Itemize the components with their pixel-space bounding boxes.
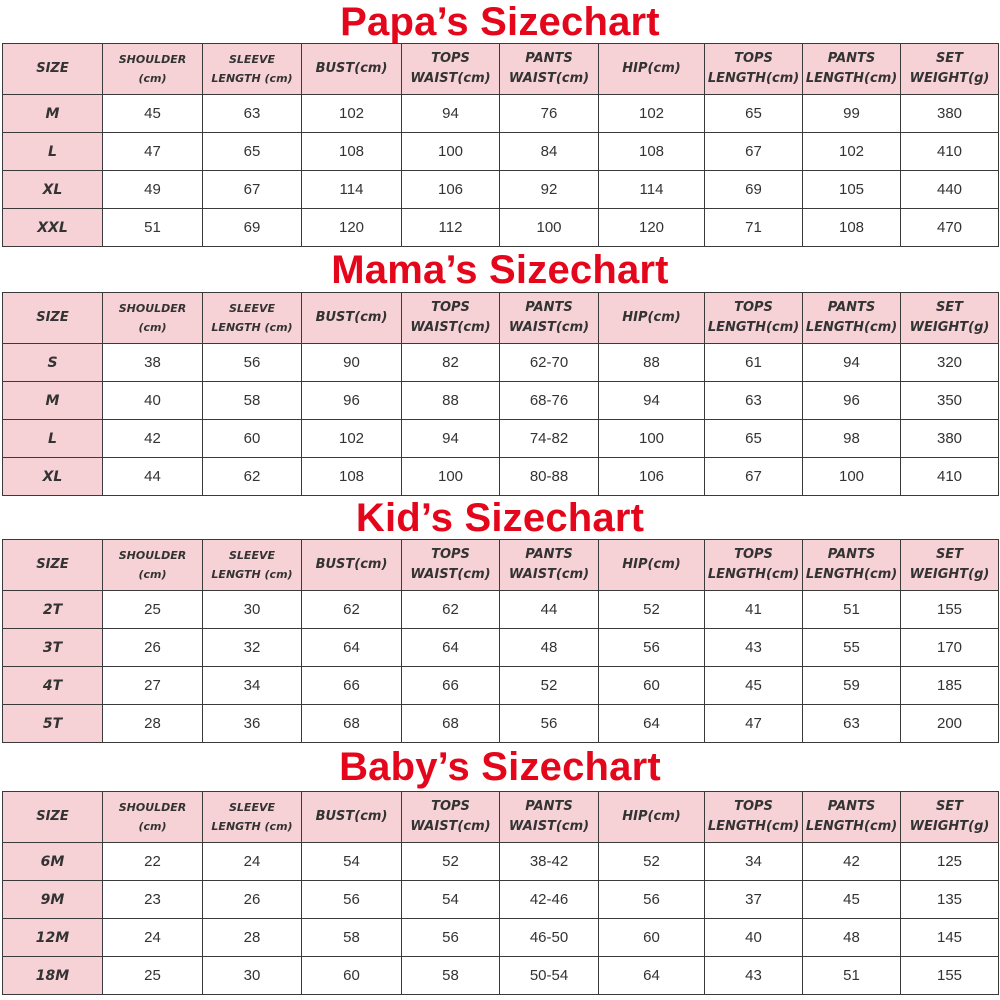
header-label-line2: LENGTH (cm): [211, 321, 293, 334]
header-shoulder: [103, 792, 203, 843]
header-bust: [302, 792, 402, 843]
value-cell-shoulder: 24: [103, 919, 203, 957]
value-cell-shoulder: 44: [103, 458, 203, 496]
header-label-line1: HIP(cm): [622, 310, 681, 325]
header-bust: [302, 293, 402, 344]
table-row: [3, 209, 999, 247]
header-row: [3, 44, 999, 95]
value-cell-set-weight: 380: [901, 95, 999, 133]
table-row: [3, 344, 999, 382]
header-label-line2: WEIGHT(g): [909, 567, 990, 582]
value-cell-pants-length: 100: [803, 458, 901, 496]
header-label-line2: WAIST(cm): [410, 320, 491, 335]
value-cell-pants-length: 99: [803, 95, 901, 133]
value-cell-pants-length: 55: [803, 629, 901, 667]
value-cell-tops-waist: 94: [402, 420, 500, 458]
value-cell-pants-length: 98: [803, 420, 901, 458]
value-cell-set-weight: 135: [901, 881, 999, 919]
value-cell-sleeve-length: 24: [203, 843, 302, 881]
header-sleeve-length: [203, 540, 302, 591]
value-cell-sleeve-length: 62: [203, 458, 302, 496]
header-label-line2: (cm): [138, 321, 167, 334]
value-cell-shoulder: 25: [103, 957, 203, 995]
header-label-line1: TOPS: [734, 51, 773, 66]
value-cell-pants-waist: 76: [500, 95, 599, 133]
value-cell-set-weight: 170: [901, 629, 999, 667]
header-label-line1: SHOULDER: [118, 53, 187, 66]
header-row: [3, 540, 999, 591]
value-cell-pants-length: 63: [803, 705, 901, 743]
value-cell-bust: 102: [302, 95, 402, 133]
kid-sizechart-title: Kid’s Sizechart: [355, 496, 645, 540]
value-cell-pants-waist: 68-76: [500, 382, 599, 420]
value-cell-set-weight: 155: [901, 957, 999, 995]
header-label-line1: TOPS: [431, 547, 470, 562]
header-label-line1: HIP(cm): [622, 61, 681, 76]
value-cell-tops-waist: 66: [402, 667, 500, 705]
header-size: [3, 792, 103, 843]
value-cell-hip: 52: [599, 843, 705, 881]
value-cell-sleeve-length: 60: [203, 420, 302, 458]
header-pants-waist: [500, 540, 599, 591]
value-cell-set-weight: 410: [901, 458, 999, 496]
header-label-line2: LENGTH(cm): [707, 71, 800, 86]
value-cell-tops-length: 71: [705, 209, 803, 247]
value-cell-pants-length: 42: [803, 843, 901, 881]
value-cell-hip: 60: [599, 667, 705, 705]
header-label-line1: PANTS: [827, 547, 876, 562]
value-cell-shoulder: 25: [103, 591, 203, 629]
header-tops-waist: [402, 44, 500, 95]
header-label-line1: TOPS: [734, 300, 773, 315]
value-cell-hip: 52: [599, 591, 705, 629]
header-label-line2: LENGTH (cm): [211, 72, 293, 85]
value-cell-sleeve-length: 65: [203, 133, 302, 171]
value-cell-pants-length: 59: [803, 667, 901, 705]
header-label-line1: SIZE: [36, 557, 69, 572]
header-tops-length: [705, 792, 803, 843]
header-label-line2: LENGTH (cm): [211, 820, 293, 833]
header-label-line1: PANTS: [525, 547, 573, 562]
value-cell-pants-waist: 46-50: [500, 919, 599, 957]
header-hip: [599, 293, 705, 344]
value-cell-hip: 102: [599, 95, 705, 133]
header-label-line1: SHOULDER: [118, 302, 187, 315]
header-label-line1: SET: [935, 547, 964, 562]
value-cell-set-weight: 410: [901, 133, 999, 171]
value-cell-bust: 64: [302, 629, 402, 667]
value-cell-hip: 114: [599, 171, 705, 209]
value-cell-bust: 108: [302, 458, 402, 496]
header-size: [3, 540, 103, 591]
header-set-weight: [901, 44, 999, 95]
value-cell-shoulder: 40: [103, 382, 203, 420]
value-cell-pants-waist: 42-46: [500, 881, 599, 919]
value-cell-tops-length: 65: [705, 95, 803, 133]
value-cell-hip: 108: [599, 133, 705, 171]
value-cell-shoulder: 51: [103, 209, 203, 247]
header-label-line2: WAIST(cm): [508, 320, 590, 335]
value-cell-shoulder: 38: [103, 344, 203, 382]
header-label-line2: WEIGHT(g): [909, 320, 990, 335]
value-cell-hip: 56: [599, 629, 705, 667]
value-cell-set-weight: 200: [901, 705, 999, 743]
header-bust: [302, 44, 402, 95]
value-cell-sleeve-length: 36: [203, 705, 302, 743]
value-cell-tops-length: 37: [705, 881, 803, 919]
table-row: [3, 382, 999, 420]
value-cell-hip: 120: [599, 209, 705, 247]
table-row: [3, 843, 999, 881]
value-cell-bust: 54: [302, 843, 402, 881]
value-cell-tops-waist: 54: [402, 881, 500, 919]
value-cell-bust: 102: [302, 420, 402, 458]
header-label-line2: WEIGHT(g): [909, 71, 990, 86]
value-cell-tops-waist: 56: [402, 919, 500, 957]
header-label-line1: BUST(cm): [315, 310, 388, 325]
header-shoulder: [103, 293, 203, 344]
value-cell-shoulder: 28: [103, 705, 203, 743]
value-cell-set-weight: 155: [901, 591, 999, 629]
value-cell-tops-waist: 88: [402, 382, 500, 420]
header-label-line1: TOPS: [431, 51, 470, 66]
value-cell-pants-length: 48: [803, 919, 901, 957]
value-cell-sleeve-length: 34: [203, 667, 302, 705]
value-cell-set-weight: 145: [901, 919, 999, 957]
size-label-cell: 4T: [3, 667, 103, 705]
header-label-line1: SIZE: [36, 809, 69, 824]
value-cell-bust: 66: [302, 667, 402, 705]
value-cell-bust: 96: [302, 382, 402, 420]
value-cell-sleeve-length: 32: [203, 629, 302, 667]
header-sleeve-length: [203, 293, 302, 344]
header-tops-waist: [402, 792, 500, 843]
value-cell-tops-waist: 82: [402, 344, 500, 382]
value-cell-tops-waist: 106: [402, 171, 500, 209]
value-cell-shoulder: 27: [103, 667, 203, 705]
size-label-cell: 6M: [3, 843, 103, 881]
value-cell-pants-length: 51: [803, 957, 901, 995]
value-cell-tops-waist: 112: [402, 209, 500, 247]
value-cell-tops-waist: 52: [402, 843, 500, 881]
header-label-line1: TOPS: [431, 300, 470, 315]
header-hip: [599, 44, 705, 95]
value-cell-hip: 60: [599, 919, 705, 957]
header-sleeve-length: [203, 44, 302, 95]
value-cell-tops-length: 40: [705, 919, 803, 957]
header-row: [3, 293, 999, 344]
value-cell-bust: 62: [302, 591, 402, 629]
value-cell-hip: 64: [599, 705, 705, 743]
value-cell-tops-waist: 100: [402, 458, 500, 496]
header-tops-length: [705, 44, 803, 95]
header-label-line1: BUST(cm): [315, 61, 388, 76]
value-cell-sleeve-length: 67: [203, 171, 302, 209]
value-cell-pants-waist: 84: [500, 133, 599, 171]
value-cell-tops-waist: 58: [402, 957, 500, 995]
header-label-line2: WEIGHT(g): [909, 819, 990, 834]
header-tops-waist: [402, 540, 500, 591]
value-cell-bust: 60: [302, 957, 402, 995]
header-set-weight: [901, 792, 999, 843]
header-label-line1: TOPS: [431, 799, 470, 814]
header-label-line1: BUST(cm): [315, 557, 388, 572]
value-cell-pants-waist: 100: [500, 209, 599, 247]
value-cell-pants-length: 51: [803, 591, 901, 629]
value-cell-pants-waist: 92: [500, 171, 599, 209]
value-cell-shoulder: 23: [103, 881, 203, 919]
table-row: [3, 705, 999, 743]
header-set-weight: [901, 540, 999, 591]
value-cell-pants-waist: 52: [500, 667, 599, 705]
value-cell-shoulder: 22: [103, 843, 203, 881]
size-label-cell: M: [3, 95, 103, 133]
header-label-line1: PANTS: [827, 51, 876, 66]
header-label-line2: LENGTH(cm): [805, 567, 898, 582]
header-label-line2: WAIST(cm): [508, 567, 590, 582]
mama-sizechart-table: [2, 292, 999, 496]
value-cell-bust: 68: [302, 705, 402, 743]
header-label-line2: (cm): [138, 72, 167, 85]
value-cell-tops-length: 67: [705, 133, 803, 171]
value-cell-sleeve-length: 63: [203, 95, 302, 133]
header-label-line1: SIZE: [36, 310, 69, 325]
kid-sizechart-table: [2, 539, 999, 743]
value-cell-tops-length: 61: [705, 344, 803, 382]
value-cell-bust: 90: [302, 344, 402, 382]
header-tops-length: [705, 540, 803, 591]
header-row: [3, 792, 999, 843]
value-cell-pants-waist: 62-70: [500, 344, 599, 382]
value-cell-tops-length: 45: [705, 667, 803, 705]
value-cell-bust: 114: [302, 171, 402, 209]
value-cell-hip: 64: [599, 957, 705, 995]
papa-sizechart-table: [2, 43, 999, 247]
header-size: [3, 44, 103, 95]
size-label-cell: XL: [3, 171, 103, 209]
size-label-cell: 2T: [3, 591, 103, 629]
value-cell-shoulder: 47: [103, 133, 203, 171]
header-label-line1: SLEEVE: [229, 801, 275, 814]
header-label-line2: LENGTH(cm): [805, 320, 898, 335]
header-hip: [599, 792, 705, 843]
header-label-line1: PANTS: [525, 300, 573, 315]
header-label-line1: BUST(cm): [315, 809, 388, 824]
value-cell-tops-waist: 68: [402, 705, 500, 743]
header-label-line1: PANTS: [827, 799, 876, 814]
value-cell-pants-length: 102: [803, 133, 901, 171]
size-label-cell: L: [3, 420, 103, 458]
size-label-cell: M: [3, 382, 103, 420]
size-label-cell: 3T: [3, 629, 103, 667]
header-label-line1: PANTS: [827, 300, 876, 315]
value-cell-sleeve-length: 58: [203, 382, 302, 420]
value-cell-sleeve-length: 28: [203, 919, 302, 957]
value-cell-sleeve-length: 30: [203, 957, 302, 995]
table-row: [3, 957, 999, 995]
header-label-line1: TOPS: [734, 799, 773, 814]
header-label-line1: SIZE: [36, 61, 69, 76]
header-hip: [599, 540, 705, 591]
mama-sizechart-title: Mama’s Sizechart: [331, 248, 669, 292]
table-row: [3, 629, 999, 667]
value-cell-pants-waist: 80-88: [500, 458, 599, 496]
header-tops-length: [705, 293, 803, 344]
header-label-line2: (cm): [138, 820, 167, 833]
value-cell-bust: 120: [302, 209, 402, 247]
table-row: [3, 591, 999, 629]
header-label-line1: SHOULDER: [118, 549, 187, 562]
value-cell-set-weight: 470: [901, 209, 999, 247]
value-cell-set-weight: 380: [901, 420, 999, 458]
header-label-line1: PANTS: [525, 51, 573, 66]
value-cell-pants-length: 105: [803, 171, 901, 209]
value-cell-set-weight: 125: [901, 843, 999, 881]
size-label-cell: XL: [3, 458, 103, 496]
value-cell-tops-waist: 64: [402, 629, 500, 667]
value-cell-tops-length: 63: [705, 382, 803, 420]
value-cell-pants-waist: 56: [500, 705, 599, 743]
header-label-line2: LENGTH(cm): [707, 320, 800, 335]
header-size: [3, 293, 103, 344]
header-shoulder: [103, 540, 203, 591]
value-cell-set-weight: 320: [901, 344, 999, 382]
value-cell-tops-length: 47: [705, 705, 803, 743]
value-cell-sleeve-length: 26: [203, 881, 302, 919]
value-cell-tops-waist: 94: [402, 95, 500, 133]
header-label-line1: SLEEVE: [229, 53, 275, 66]
value-cell-tops-length: 34: [705, 843, 803, 881]
header-label-line2: LENGTH(cm): [805, 71, 898, 86]
value-cell-set-weight: 185: [901, 667, 999, 705]
table-row: [3, 420, 999, 458]
size-label-cell: 18M: [3, 957, 103, 995]
header-label-line1: HIP(cm): [622, 809, 681, 824]
value-cell-shoulder: 26: [103, 629, 203, 667]
value-cell-pants-waist: 38-42: [500, 843, 599, 881]
header-pants-length: [803, 792, 901, 843]
value-cell-pants-length: 96: [803, 382, 901, 420]
table-row: [3, 133, 999, 171]
header-pants-waist: [500, 293, 599, 344]
value-cell-pants-waist: 74-82: [500, 420, 599, 458]
value-cell-tops-length: 43: [705, 629, 803, 667]
papa-sizechart-title: Papa’s Sizechart: [340, 0, 660, 44]
value-cell-shoulder: 42: [103, 420, 203, 458]
value-cell-bust: 108: [302, 133, 402, 171]
size-label-cell: L: [3, 133, 103, 171]
header-sleeve-length: [203, 792, 302, 843]
value-cell-tops-length: 41: [705, 591, 803, 629]
value-cell-sleeve-length: 69: [203, 209, 302, 247]
header-pants-length: [803, 293, 901, 344]
header-label-line2: WAIST(cm): [410, 71, 491, 86]
table-row: [3, 458, 999, 496]
header-label-line2: WAIST(cm): [410, 819, 491, 834]
value-cell-shoulder: 49: [103, 171, 203, 209]
header-label-line1: SET: [935, 300, 964, 315]
value-cell-hip: 94: [599, 382, 705, 420]
header-label-line1: SLEEVE: [229, 549, 275, 562]
header-set-weight: [901, 293, 999, 344]
value-cell-pants-waist: 44: [500, 591, 599, 629]
value-cell-tops-length: 65: [705, 420, 803, 458]
baby-sizechart-title: Baby’s Sizechart: [339, 745, 661, 789]
size-label-cell: S: [3, 344, 103, 382]
value-cell-tops-waist: 62: [402, 591, 500, 629]
size-label-cell: 12M: [3, 919, 103, 957]
header-label-line1: SLEEVE: [229, 302, 275, 315]
value-cell-hip: 100: [599, 420, 705, 458]
header-bust: [302, 540, 402, 591]
value-cell-tops-waist: 100: [402, 133, 500, 171]
value-cell-set-weight: 440: [901, 171, 999, 209]
value-cell-pants-length: 94: [803, 344, 901, 382]
header-label-line2: LENGTH(cm): [707, 819, 800, 834]
value-cell-hip: 56: [599, 881, 705, 919]
header-label-line2: WAIST(cm): [508, 819, 590, 834]
value-cell-pants-length: 108: [803, 209, 901, 247]
value-cell-sleeve-length: 56: [203, 344, 302, 382]
value-cell-tops-length: 69: [705, 171, 803, 209]
header-pants-length: [803, 44, 901, 95]
value-cell-pants-waist: 50-54: [500, 957, 599, 995]
value-cell-set-weight: 350: [901, 382, 999, 420]
table-row: [3, 881, 999, 919]
size-label-cell: 9M: [3, 881, 103, 919]
header-label-line1: SET: [935, 51, 964, 66]
table-row: [3, 919, 999, 957]
header-pants-length: [803, 540, 901, 591]
table-row: [3, 95, 999, 133]
value-cell-sleeve-length: 30: [203, 591, 302, 629]
header-label-line1: SET: [935, 799, 964, 814]
value-cell-shoulder: 45: [103, 95, 203, 133]
baby-sizechart-table: [2, 791, 999, 995]
header-label-line2: LENGTH(cm): [707, 567, 800, 582]
table-row: [3, 667, 999, 705]
value-cell-pants-waist: 48: [500, 629, 599, 667]
header-label-line1: SHOULDER: [118, 801, 187, 814]
size-label-cell: XXL: [3, 209, 103, 247]
header-shoulder: [103, 44, 203, 95]
value-cell-bust: 58: [302, 919, 402, 957]
header-pants-waist: [500, 792, 599, 843]
header-label-line2: WAIST(cm): [508, 71, 590, 86]
header-label-line2: (cm): [138, 568, 167, 581]
header-label-line1: HIP(cm): [622, 557, 681, 572]
table-row: [3, 171, 999, 209]
header-label-line2: LENGTH (cm): [211, 568, 293, 581]
value-cell-bust: 56: [302, 881, 402, 919]
value-cell-hip: 88: [599, 344, 705, 382]
header-pants-waist: [500, 44, 599, 95]
header-label-line1: TOPS: [734, 547, 773, 562]
header-tops-waist: [402, 293, 500, 344]
value-cell-hip: 106: [599, 458, 705, 496]
size-label-cell: 5T: [3, 705, 103, 743]
header-label-line2: LENGTH(cm): [805, 819, 898, 834]
header-label-line2: WAIST(cm): [410, 567, 491, 582]
header-label-line1: PANTS: [525, 799, 573, 814]
value-cell-pants-length: 45: [803, 881, 901, 919]
value-cell-tops-length: 43: [705, 957, 803, 995]
value-cell-tops-length: 67: [705, 458, 803, 496]
